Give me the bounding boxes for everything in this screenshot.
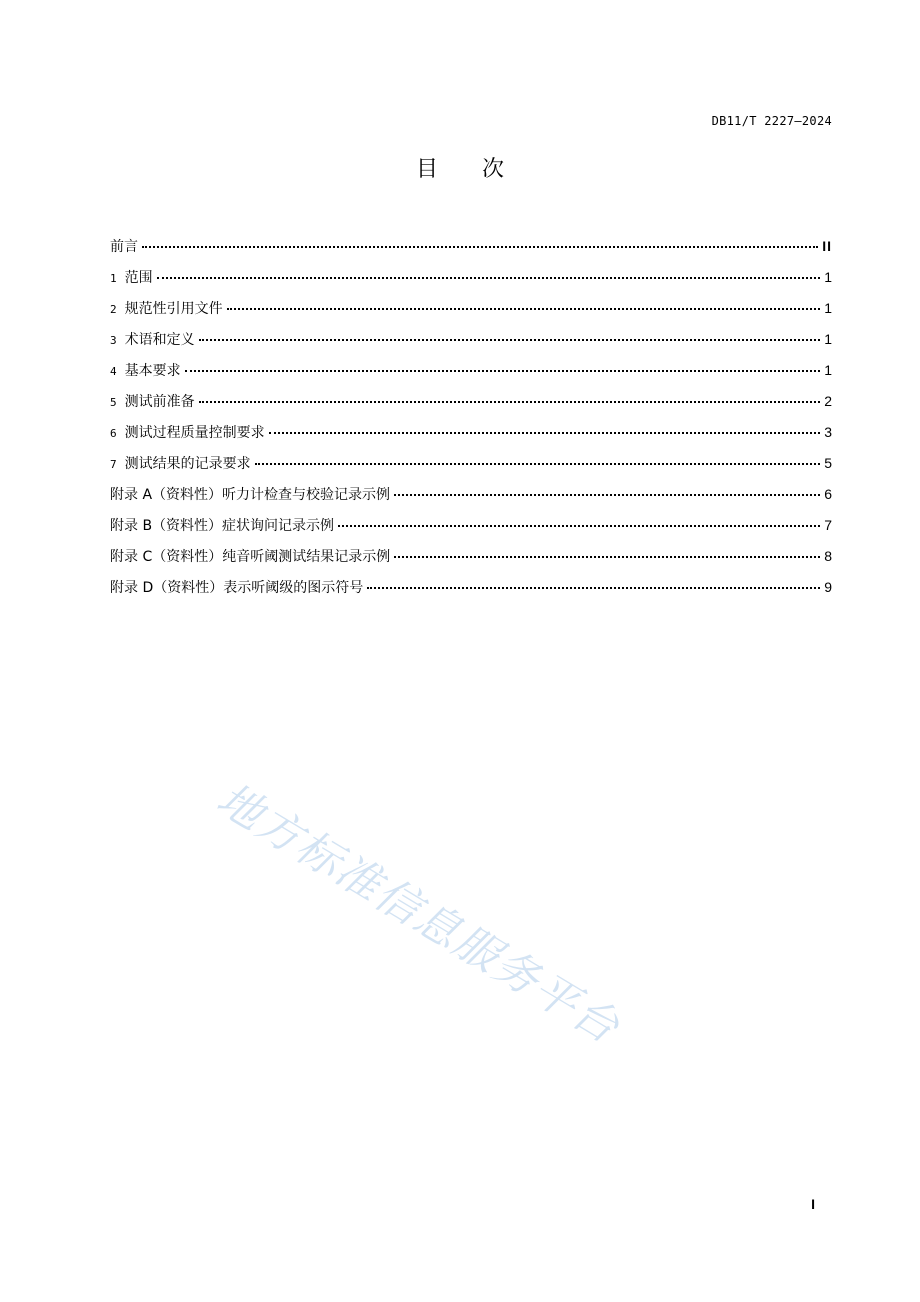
toc-entry-result-recording[interactable] bbox=[110, 453, 832, 484]
toc-entry-page: 1 bbox=[824, 300, 832, 316]
toc-leader-dots bbox=[142, 246, 818, 248]
toc-entry-page: 2 bbox=[824, 393, 832, 409]
toc-entry-label: 术语和定义 bbox=[124, 332, 195, 348]
toc-leader-dots bbox=[367, 587, 820, 589]
toc-entry-page: 1 bbox=[824, 331, 832, 347]
toc-entry-number: 6 bbox=[110, 427, 117, 440]
toc-entry-label: 前言 bbox=[110, 239, 138, 255]
toc-leader-dots bbox=[199, 401, 820, 403]
toc-entry-label: 附录 B（资料性）症状询问记录示例 bbox=[110, 518, 335, 534]
toc-entry-page: II bbox=[822, 238, 832, 254]
toc-leader-dots bbox=[185, 370, 820, 372]
toc-entry-label: 范围 bbox=[124, 270, 153, 286]
toc-leader-dots bbox=[338, 525, 820, 527]
toc-leader-dots bbox=[394, 556, 820, 558]
toc-entry-normative-references[interactable] bbox=[110, 298, 832, 329]
toc-leader-dots bbox=[255, 463, 820, 465]
toc-entry-foreword[interactable] bbox=[110, 236, 832, 267]
toc-entry-basic-requirements[interactable] bbox=[110, 360, 832, 391]
toc-entry-appendix-a[interactable] bbox=[110, 484, 832, 515]
toc-entry-test-preparation[interactable] bbox=[110, 391, 832, 422]
watermark: 地方标准信息服务平台 bbox=[208, 773, 629, 1055]
page-number: I bbox=[811, 1196, 815, 1212]
table-of-contents bbox=[110, 236, 832, 608]
toc-entry-terms-definitions[interactable] bbox=[110, 329, 832, 360]
toc-entry-page: 5 bbox=[824, 455, 832, 471]
toc-entry-number: 1 bbox=[110, 272, 117, 285]
toc-entry-page: 1 bbox=[824, 362, 832, 378]
toc-entry-page: 7 bbox=[824, 517, 832, 533]
toc-entry-label: 测试结果的记录要求 bbox=[124, 456, 251, 472]
toc-leader-dots bbox=[227, 308, 820, 310]
toc-entry-page: 1 bbox=[824, 269, 832, 285]
toc-entry-appendix-b[interactable] bbox=[110, 515, 832, 546]
toc-leader-dots bbox=[269, 432, 820, 434]
toc-entry-label: 基本要求 bbox=[124, 363, 181, 379]
toc-entry-label: 规范性引用文件 bbox=[124, 301, 223, 317]
toc-entry-number: 2 bbox=[110, 303, 117, 316]
page-title: 目次 bbox=[415, 157, 548, 182]
toc-leader-dots bbox=[394, 494, 820, 496]
toc-entry-page: 6 bbox=[824, 486, 832, 502]
toc-entry-quality-control[interactable] bbox=[110, 422, 832, 453]
toc-entry-page: 3 bbox=[824, 424, 832, 440]
toc-entry-label: 附录 A（资料性）听力计检查与校验记录示例 bbox=[110, 487, 391, 503]
toc-entry-scope[interactable] bbox=[110, 267, 832, 298]
toc-leader-dots bbox=[199, 339, 820, 341]
standard-code: DB11/T 2227—2024 bbox=[711, 114, 832, 128]
toc-entry-label: 附录 D（资料性）表示听阈级的图示符号 bbox=[110, 580, 364, 596]
toc-entry-label: 测试过程质量控制要求 bbox=[124, 425, 265, 441]
toc-entry-page: 9 bbox=[824, 579, 832, 595]
toc-entry-number: 7 bbox=[110, 458, 117, 471]
toc-entry-label: 附录 C（资料性）纯音听阈测试结果记录示例 bbox=[110, 549, 391, 565]
toc-entry-appendix-d[interactable] bbox=[110, 577, 832, 608]
toc-entry-number: 3 bbox=[110, 334, 117, 347]
toc-leader-dots bbox=[157, 277, 820, 279]
toc-entry-number: 5 bbox=[110, 396, 117, 409]
toc-entry-label: 测试前准备 bbox=[124, 394, 195, 410]
toc-entry-appendix-c[interactable] bbox=[110, 546, 832, 577]
toc-entry-page: 8 bbox=[824, 548, 832, 564]
toc-entry-number: 4 bbox=[110, 365, 117, 378]
